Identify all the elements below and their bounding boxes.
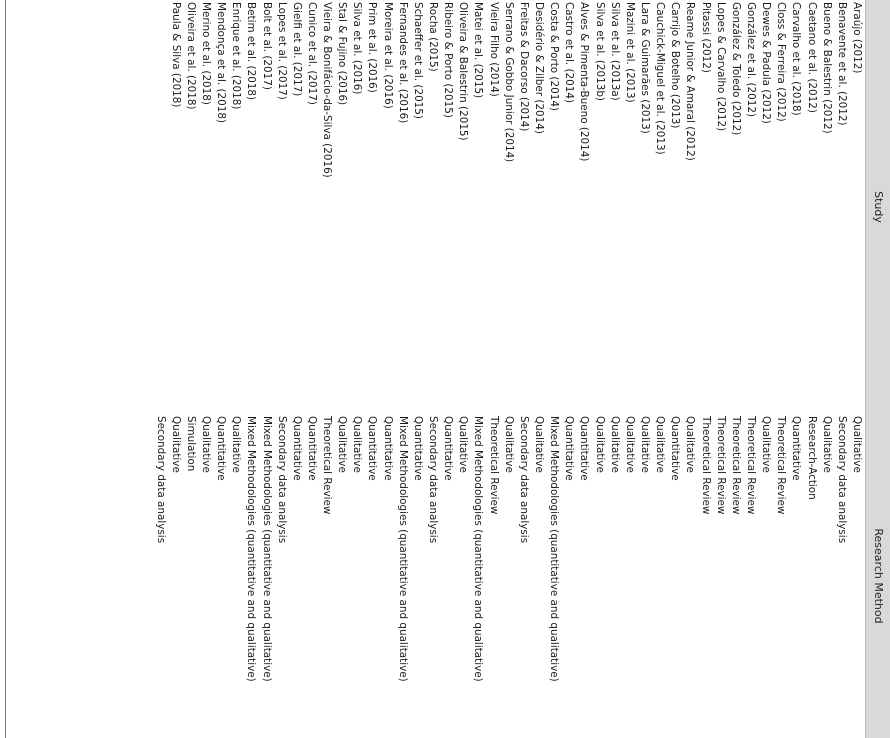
table-row bbox=[546, 0, 561, 738]
table-row bbox=[576, 0, 591, 738]
table-row bbox=[607, 0, 622, 738]
study-cell: Alves & Pimenta-Bueno (2014) bbox=[578, 2, 591, 162]
table-row bbox=[455, 0, 470, 738]
study-cell: Vieira & Bonifácio-da-Silva (2016) bbox=[321, 2, 334, 178]
table-row bbox=[834, 0, 849, 738]
table-row bbox=[773, 0, 788, 738]
study-cell: Paula & Silva (2018) bbox=[169, 2, 182, 108]
study-cell: Bueno & Balestrin (2012) bbox=[820, 2, 833, 134]
table-row bbox=[788, 0, 803, 738]
table-row bbox=[697, 0, 712, 738]
research-method-cell: Quantitative bbox=[442, 416, 455, 481]
table-row bbox=[425, 0, 440, 738]
table-row bbox=[470, 0, 485, 738]
study-cell: Betim et al. (2018) bbox=[245, 2, 258, 101]
table-row bbox=[743, 0, 758, 738]
study-cell: Fernandes et al. (2016) bbox=[396, 2, 409, 124]
study-cell: Enrique et al. (2018) bbox=[230, 2, 243, 110]
table-row bbox=[440, 0, 455, 738]
column-header-research-method: Research Method bbox=[872, 528, 885, 624]
research-method-cell: Qualitative bbox=[533, 416, 546, 473]
table-row bbox=[349, 0, 364, 738]
table-row bbox=[803, 0, 818, 738]
research-method-cell: Qualitative bbox=[684, 416, 697, 473]
study-cell: Caetano et al. (2012) bbox=[805, 2, 818, 113]
table-row bbox=[758, 0, 773, 738]
research-method-cell: Quantitative bbox=[366, 416, 379, 481]
research-method-cell: Qualitative bbox=[351, 416, 364, 473]
study-cell: González et al. (2012) bbox=[745, 2, 758, 118]
study-cell: Cunico et al. (2017) bbox=[305, 2, 318, 105]
study-cell: Dewes & Padula (2012) bbox=[760, 2, 773, 124]
table-row bbox=[682, 0, 697, 738]
research-method-cell: Quantitative bbox=[669, 416, 682, 481]
table-row bbox=[591, 0, 606, 738]
research-method-cell: Theoretical Review bbox=[714, 416, 727, 515]
research-method-cell: Qualitative bbox=[654, 416, 667, 473]
table-row bbox=[728, 0, 743, 738]
research-method-cell: Quantitative bbox=[305, 416, 318, 481]
research-method-cell: Secondary data analysis bbox=[427, 416, 440, 544]
study-cell: Mazini et al. (2013) bbox=[623, 2, 636, 103]
table-row bbox=[380, 0, 395, 738]
table-row bbox=[395, 0, 410, 738]
research-method-cell: Secondary data analysis bbox=[154, 416, 167, 544]
research-method-cell: Qualitative bbox=[199, 416, 212, 473]
research-method-cell: Quantitative bbox=[578, 416, 591, 481]
table-row bbox=[531, 0, 546, 738]
table-row bbox=[258, 0, 273, 738]
study-cell: Stal & Fujino (2016) bbox=[336, 2, 349, 106]
study-cell: Castro et al. (2014) bbox=[563, 2, 576, 103]
research-method-cell: Qualitative bbox=[457, 416, 470, 473]
research-method-cell: Qualitative bbox=[502, 416, 515, 473]
research-method-cell: Qualitative bbox=[336, 416, 349, 473]
study-cell: Moreira et al. (2016) bbox=[381, 2, 394, 109]
research-method-cell: Mixed Methodologies (quantitative and qualitative) bbox=[472, 416, 485, 682]
table-row bbox=[713, 0, 728, 738]
research-method-cell: Theoretical Review bbox=[699, 416, 712, 515]
table-row bbox=[334, 0, 349, 738]
research-method-cell: Mixed Methodologies (quantitative and qualitative) bbox=[245, 416, 258, 682]
table-row bbox=[501, 0, 516, 738]
table-row bbox=[304, 0, 319, 738]
study-cell: Oliveira & Balestrin (2015) bbox=[457, 2, 470, 141]
study-cell: Benavente et al. (2012) bbox=[835, 2, 848, 126]
table-row bbox=[819, 0, 834, 738]
study-cell: Costa & Porto (2014) bbox=[548, 2, 561, 111]
research-method-cell: Quantitative bbox=[411, 416, 424, 481]
study-cell: Rocha (2015) bbox=[427, 2, 440, 72]
table-row bbox=[243, 0, 258, 738]
research-method-cell: Theoretical Review bbox=[745, 416, 758, 515]
research-method-cell: Quantitative bbox=[381, 416, 394, 481]
research-method-cell: Mixed Methodologies (quantitative and qualitative) bbox=[548, 416, 561, 682]
table-row bbox=[319, 0, 334, 738]
table-row bbox=[637, 0, 652, 738]
research-method-cell: Qualitative bbox=[623, 416, 636, 473]
study-cell: Cauchick-Miguel et al. (2013) bbox=[654, 2, 667, 155]
research-method-cell: Simulation bbox=[184, 416, 197, 472]
study-cell: Lara & Guimarães (2013) bbox=[639, 2, 652, 134]
research-method-cell: Qualitative bbox=[760, 416, 773, 473]
research-method-cell: Research-Action bbox=[805, 416, 818, 500]
table-row bbox=[274, 0, 289, 738]
study-cell: Lopes et al. (2017) bbox=[275, 2, 288, 100]
research-method-cell: Qualitative bbox=[593, 416, 606, 473]
research-method-cell: Qualitative bbox=[169, 416, 182, 473]
table-row bbox=[228, 0, 243, 738]
table-row bbox=[652, 0, 667, 738]
column-header-study: Study bbox=[872, 191, 885, 223]
study-cell: Silva et al. (2013b) bbox=[593, 2, 606, 101]
study-cell: Araújo (2012) bbox=[851, 2, 863, 74]
study-cell: Oliveira et al. (2018) bbox=[184, 2, 197, 110]
table-row bbox=[622, 0, 637, 738]
research-method-cell: Quantitative bbox=[790, 416, 803, 481]
research-method-cell: Theoretical Review bbox=[775, 416, 788, 515]
research-method-cell: Secondary data analysis bbox=[835, 416, 848, 544]
research-method-cell: Quantitative bbox=[215, 416, 228, 481]
table-body bbox=[152, 0, 864, 738]
research-method-cell: Quantitative bbox=[563, 416, 576, 481]
study-cell: Bolt et al. (2017) bbox=[260, 2, 273, 90]
study-cell: Silva et al. (2016) bbox=[351, 2, 364, 95]
study-cell: Schaeffer et al. (2015) bbox=[411, 2, 424, 119]
table-header bbox=[865, 0, 890, 738]
research-method-cell: Quantitative bbox=[290, 416, 303, 481]
table-bottom-rule bbox=[5, 0, 6, 738]
study-cell: Ribeiro & Porto (2015) bbox=[442, 2, 455, 118]
research-method-cell: Mixed Methodologies (quantitative and qualitative) bbox=[396, 416, 409, 682]
research-method-cell: Secondary data analysis bbox=[275, 416, 288, 544]
table-row bbox=[516, 0, 531, 738]
study-cell: Matei et al. (2015) bbox=[472, 2, 485, 99]
table-row bbox=[561, 0, 576, 738]
table-row bbox=[152, 0, 167, 738]
study-cell: Vieira Filho (2014) bbox=[487, 2, 500, 97]
table-row bbox=[410, 0, 425, 738]
table-row bbox=[168, 0, 183, 738]
study-cell: Merino et al. (2018) bbox=[199, 2, 212, 105]
research-method-cell: Mixed Methodologies (quantitative and qualitative) bbox=[260, 416, 273, 682]
research-method-cell: Theoretical Review bbox=[487, 416, 500, 515]
study-cell: Lopes & Carvalho (2012) bbox=[714, 2, 727, 132]
study-cell: Silva et al. (2013a) bbox=[608, 2, 621, 101]
table-row bbox=[364, 0, 379, 738]
table-row bbox=[667, 0, 682, 738]
study-cell: Carvalho et al. (2018) bbox=[790, 2, 803, 116]
table-row bbox=[213, 0, 228, 738]
research-method-cell: Qualitative bbox=[851, 416, 863, 473]
table-row bbox=[183, 0, 198, 738]
table-row bbox=[485, 0, 500, 738]
research-method-cell: Secondary data analysis bbox=[517, 416, 530, 544]
table-row bbox=[849, 0, 864, 738]
table-row bbox=[289, 0, 304, 738]
study-cell: Gielfi et al. (2017) bbox=[290, 2, 303, 97]
study-cell: Mendonça et al. (2018) bbox=[215, 2, 228, 124]
research-method-cell: Theoretical Review bbox=[321, 416, 334, 515]
study-cell: Serrano & Gobbo Junior (2014) bbox=[502, 2, 515, 163]
study-cell: Closs & Ferreira (2012) bbox=[775, 2, 788, 122]
study-cell: Carrijo & Botelho (2013) bbox=[669, 2, 682, 129]
research-method-cell: Qualitative bbox=[639, 416, 652, 473]
study-cell: Desidério & Zilber (2014) bbox=[533, 2, 546, 134]
study-cell: Freitas & Dacorso (2014) bbox=[517, 2, 530, 132]
study-cell: Prim et al. (2016) bbox=[366, 2, 379, 93]
table-row bbox=[198, 0, 213, 738]
research-method-cell: Qualitative bbox=[230, 416, 243, 473]
research-method-cell: Theoretical Review bbox=[729, 416, 742, 515]
research-method-cell: Qualitative bbox=[820, 416, 833, 473]
study-cell: Pitassi (2012) bbox=[699, 2, 712, 73]
research-method-cell: Qualitative bbox=[608, 416, 621, 473]
study-cell: González & Toledo (2012) bbox=[729, 2, 742, 136]
study-cell: Reame Junior & Amaral (2012) bbox=[684, 2, 697, 161]
